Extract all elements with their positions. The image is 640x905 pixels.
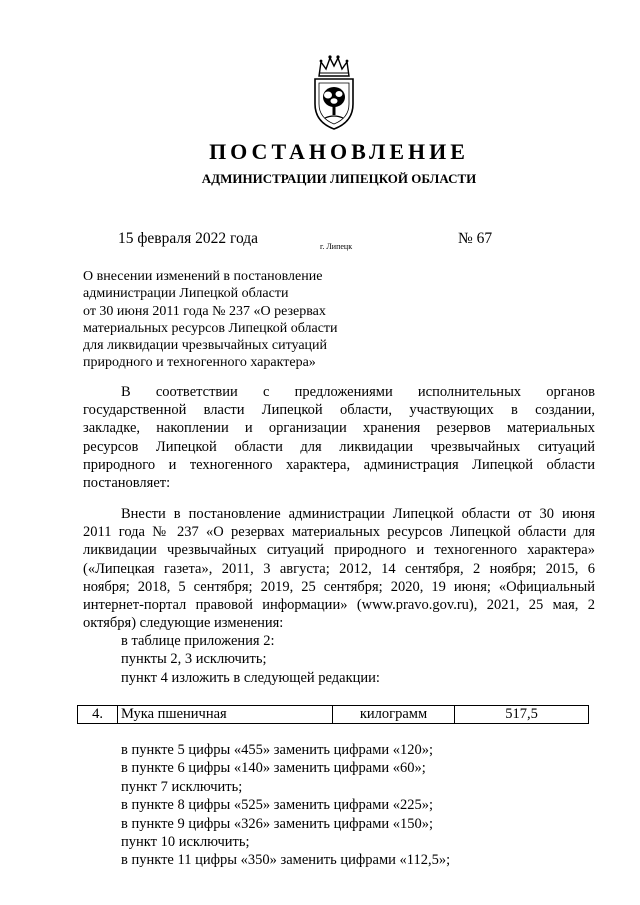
paragraph-line: государственной власти Липецкой области, участвующих в создании, (83, 402, 595, 419)
paragraph-line: В соответствии с предложениями исполнительных органов (121, 384, 595, 400)
document-issuer: АДМИНИСТРАЦИИ ЛИПЕЦКОЙ ОБЛАСТИ (201, 171, 477, 186)
list-item: в пункте 6 цифры «140» заменить цифрами «60»; (121, 760, 426, 777)
document-number: № 67 (458, 230, 493, 247)
table-cell-name: Мука пшеничная (118, 706, 333, 724)
subject-line: от 30 июня 2011 года № 237 «О резервах (83, 303, 326, 319)
paragraph-line: интернет-портал правовой информации» (www.pravo.gov.ru), 2021, 25 мая, 2 (83, 597, 595, 614)
paragraph-line: Внести в постановление администрации Липецкой области от 30 июня (121, 506, 595, 522)
table-cell-number: 4. (78, 706, 118, 724)
list-item: в пункте 5 цифры «455» заменить цифрами «120»; (121, 742, 434, 758)
list-item: пункт 7 исключить; (121, 778, 243, 795)
preamble-paragraph (83, 383, 595, 492)
table-row (78, 706, 589, 724)
list-item: пункты 2, 3 исключить; (121, 651, 267, 668)
list-item: пункт 10 исключить; (121, 834, 250, 851)
subject-line: О внесении изменений в постановление (83, 269, 323, 284)
paragraph-line: ноября; 2018, 5 сентября; 2019, 25 сентября; 2020, 19 июня; «Официальный (83, 578, 595, 595)
amendment-paragraph (83, 505, 595, 632)
paragraph-line: закладке, накоплении и организации хранения резервов материальных (83, 420, 595, 437)
subject-line: для ликвидации чрезвычайных ситуаций (83, 338, 328, 354)
paragraph-line: ресурсов Липецкой области для ликвидации чрезвычайных ситуаций (83, 438, 595, 455)
document-title: ПОСТАНОВЛЕНИЕ (209, 139, 469, 164)
table-cell-unit: килограмм (333, 706, 455, 724)
amendment-list-before (121, 632, 380, 687)
paragraph-line: постановляет: (83, 475, 171, 492)
paragraph-line: ликвидации чрезвычайных ситуаций природного и техногенного характера» (83, 542, 595, 559)
paragraph-line: («Липецкая газета», 2011, 3 августа; 2012, 14 сентября, 2 ноября; 2015, 6 (83, 560, 595, 577)
document-date: 15 февраля 2022 года (118, 230, 259, 247)
list-item: в таблице приложения 2: (121, 633, 275, 649)
document-city: г. Липецк (320, 242, 353, 251)
coat-of-arms-icon (311, 52, 357, 132)
subject-line: администрации Липецкой области (83, 286, 289, 302)
amendment-list-after (121, 741, 450, 870)
subject-line: природного и техногенного характера» (83, 355, 316, 371)
paragraph-line: природного и техногенного характера, администрация Липецкой области (83, 456, 595, 473)
list-item: в пункте 11 цифры «350» заменить цифрами «112,5»; (121, 852, 451, 869)
list-item: в пункте 8 цифры «525» заменить цифрами «225»; (121, 797, 434, 814)
paragraph-line: 2011 года № 237 «О резервах материальных ресурсов Липецкой области для (83, 524, 595, 541)
paragraph-line: октября) следующие изменения: (83, 615, 284, 632)
document-subject (83, 268, 383, 372)
list-item: пункт 4 изложить в следующей редакции: (121, 669, 380, 686)
replacement-table (77, 705, 589, 724)
subject-line: материальных ресурсов Липецкой области (83, 320, 338, 336)
table-cell-value: 517,5 (455, 706, 589, 724)
list-item: в пункте 9 цифры «326» заменить цифрами «150»; (121, 815, 434, 832)
